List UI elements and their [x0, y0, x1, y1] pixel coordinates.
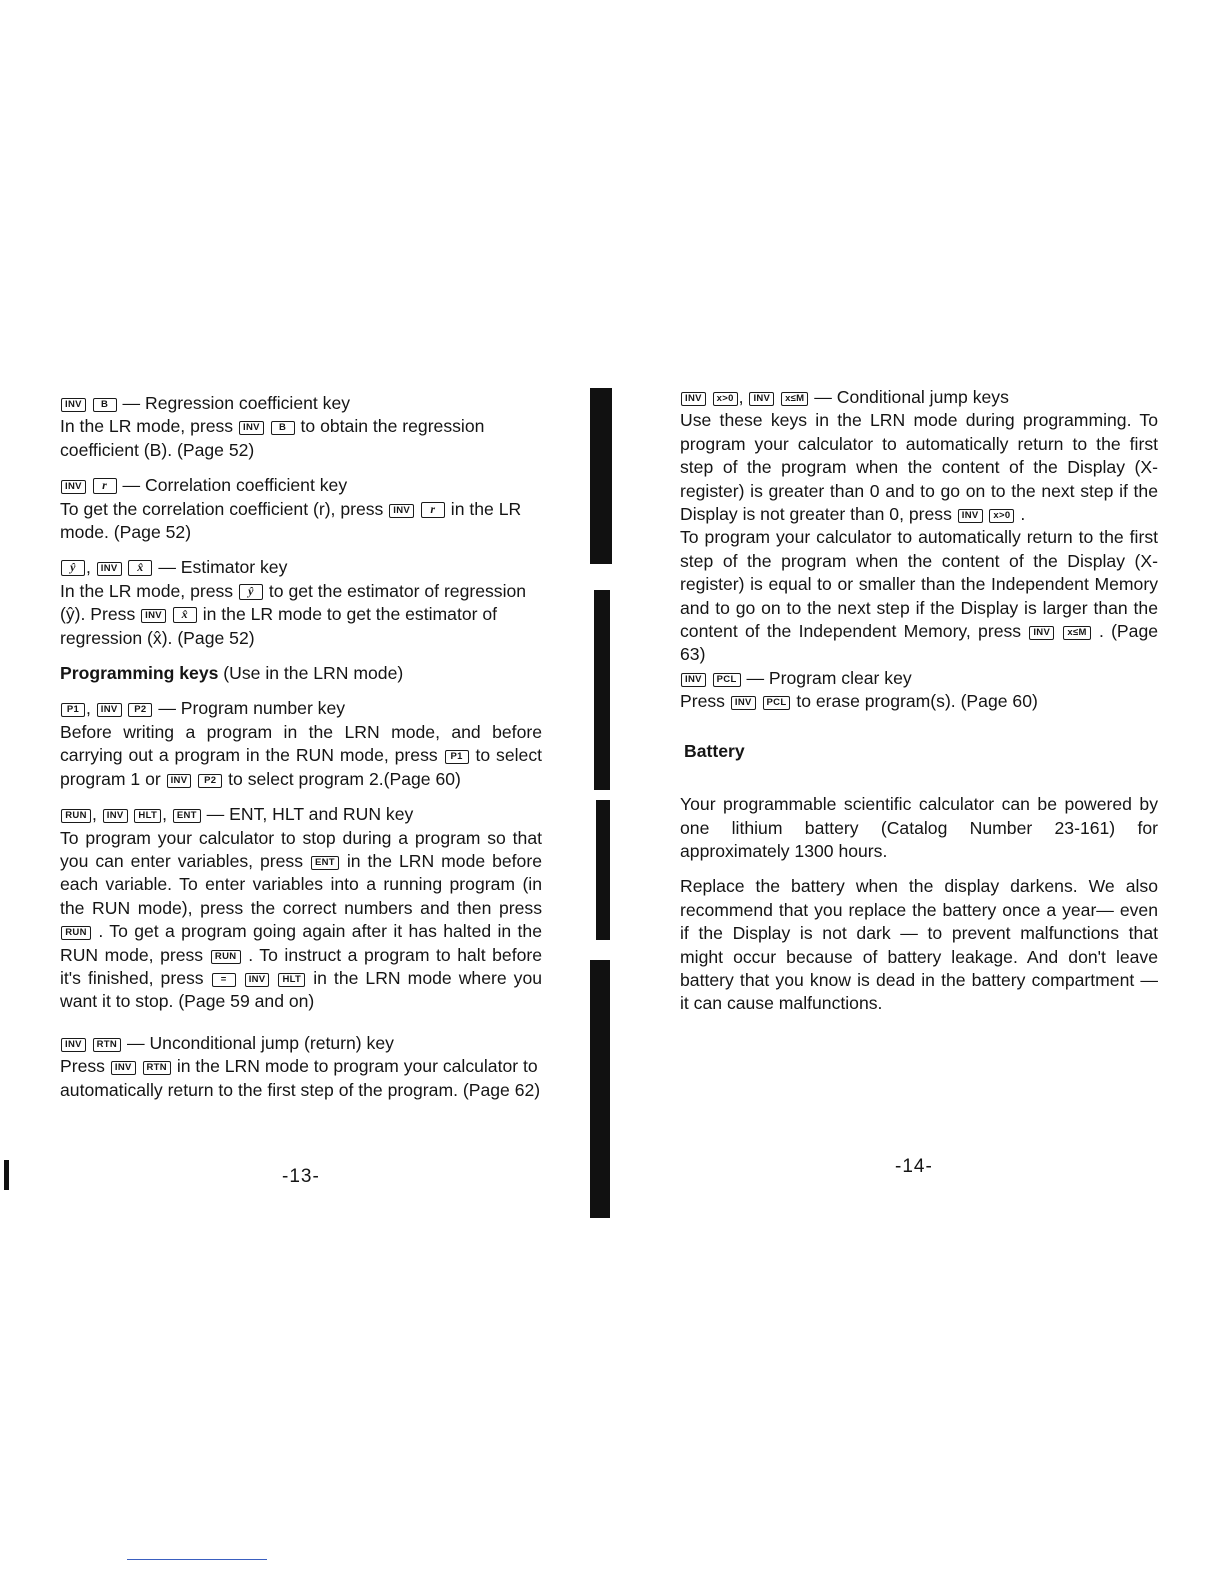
ent-hlt-run-title: — ENT, HLT and RUN key	[206, 804, 414, 825]
estimator-body-3: in the LR mode to get the estimator of regression (x̂). (Page 52)	[60, 604, 498, 648]
x-hat-key-icon: x̂	[173, 607, 197, 623]
inv-key-icon: INV	[103, 809, 128, 823]
correlation-body-2: in the LR mode. (Page 52)	[60, 498, 522, 543]
p2-key-icon: P2	[198, 774, 222, 788]
x-le-m-key-icon: x≤M	[1063, 626, 1090, 640]
unconditional-title: — Unconditional jump (return) key	[126, 1032, 394, 1053]
inv-key-icon: INV	[61, 398, 86, 412]
program-number-entry: P1 , INV P2 — Program number key Before writing a program in the LRN mode, and before carrying out a program in the RUN mode, press P1 to select program 1 or INV P2 to select program 2.(Page 60)	[60, 698, 543, 789]
programming-heading-rest: (Use in the LRN mode)	[223, 663, 404, 684]
pcl-key-icon: PCL	[713, 673, 741, 687]
p1-key-icon: P1	[61, 703, 85, 717]
right-page-column	[680, 386, 1158, 1028]
binding-shadow-top	[590, 388, 612, 564]
x-greater-zero-key-icon: x>0	[713, 392, 738, 406]
unconditional-jump-entry	[60, 1032, 542, 1102]
p2-key-icon: P2	[128, 703, 152, 717]
ent-hlt-run-body-4: . To instruct a program to halt before it's finished, press	[60, 944, 543, 988]
r-key-icon: r	[93, 478, 117, 494]
estimator-body-1: In the LR mode, press	[60, 580, 234, 601]
ent-hlt-run-body-5: in the LRN mode where you want it to stop. (Page 59 and on)	[60, 967, 543, 1012]
battery-paragraph-1: Your programmable scientific calculator can be powered by one lithium battery (Catalog Number 23-161) for approximately 1300 hours.	[680, 794, 1158, 861]
inv-key-icon: INV	[749, 392, 774, 406]
conditional-title: — Conditional jump keys	[814, 387, 1009, 407]
conditional-body-1: Use these keys in the LRN mode during programming. To program your calculator to automatically return to the first step of the program when the content of the Display (X-register) is greater than 0 and to go on to the next step if the Display is not greater than 0, press	[680, 410, 1158, 525]
equals-key-icon: =	[212, 973, 236, 987]
inv-key-icon: INV	[61, 1038, 86, 1052]
regression-coefficient-entry	[60, 392, 542, 462]
page-number-14: -14-	[895, 1156, 933, 1177]
b-key-icon: B	[271, 421, 295, 435]
unconditional-body-1: Press	[60, 1056, 105, 1077]
programming-heading-bold: Programming keys	[60, 663, 219, 684]
inv-key-icon: INV	[167, 774, 192, 788]
y-hat-key-icon: ŷ	[239, 584, 263, 600]
x-le-m-key-icon: x≤M	[781, 392, 808, 406]
estimator-title: — Estimator key	[158, 557, 288, 578]
program-number-body-2: to select program 1 or	[60, 745, 543, 789]
ent-hlt-run-entry: RUN , INV HLT , ENT — ENT, HLT and RUN key To program your calculator to stop during a program so that you can enter variables, press ENT in the LRN mode before each variable. To enter variables into a running program (in the RUN mode), press the correct numbers and then press RUN . To get a program going again after it has halted in the RUN mode, press RUN . To instruct a program to halt before it's finished, press = INV HLT in the LRN mode where you want it to stop. (Page 59 and on)	[60, 804, 543, 1012]
scan-underline-mark	[127, 1559, 267, 1560]
estimator-entry: ŷ , INV x̂ — Estimator key In the LR mode, press ŷ to get the estimator of regression (ŷ). Press INV x̂ in the LR mode to get the estimator of regression (x̂). (Page 52)	[60, 557, 527, 648]
run-key-icon: RUN	[211, 950, 241, 964]
correlation-body-1: To get the correlation coefficient (r), press	[60, 498, 384, 519]
ent-hlt-run-body-1: To program your calculator to stop during a program so that you can enter variables, press	[60, 827, 542, 871]
inv-key-icon: INV	[239, 421, 264, 435]
b-key-icon: B	[93, 398, 117, 412]
inv-key-icon: INV	[1029, 626, 1054, 640]
regression-title: — Regression coefficient key	[122, 393, 351, 413]
inv-key-icon: INV	[245, 973, 270, 987]
p1-key-icon: P1	[445, 750, 469, 764]
run-key-icon: RUN	[61, 926, 91, 940]
ent-key-icon: ENT	[173, 809, 201, 823]
inv-key-icon: INV	[681, 673, 706, 687]
inv-key-icon: INV	[97, 703, 122, 717]
program-clear-body-2: to erase program(s). (Page 60)	[796, 691, 1038, 712]
program-clear-title: — Program clear key	[746, 667, 912, 688]
inv-key-icon: INV	[958, 509, 983, 523]
run-key-icon: RUN	[61, 809, 91, 823]
program-number-title: — Program number key	[158, 698, 346, 719]
correlation-title: — Correlation coefficient key	[122, 475, 348, 496]
left-margin-mark	[4, 1160, 9, 1190]
inv-key-icon: INV	[111, 1061, 136, 1075]
binding-shadow-mid	[594, 590, 610, 790]
rtn-key-icon: RTN	[143, 1061, 171, 1075]
r-key-icon: r	[421, 502, 445, 518]
program-clear-body-1: Press	[680, 691, 725, 712]
conditional-body-3: To program your calculator to automatically return to the first step of the program when the content of the Display (X-register) is equal to or smaller than the Independent Memory and to go on to the next step if the Display is larger than the content of the Independent Memory, press	[680, 527, 1158, 642]
estimator-body-2: to get the estimator of regression (ŷ). Press	[60, 580, 527, 625]
binding-shadow-low	[596, 800, 610, 940]
battery-paragraph-2: Replace the battery when the display darkens. We also recommend that you replace the battery once a year— even if the Display is not dark — to prevent malfunctions that might occur because of battery leakage. And don't leave battery that you know is dead in the battery compartment — it can cause malfunctions.	[680, 876, 1158, 1014]
conditional-body-4: . (Page 63)	[680, 621, 1159, 665]
conditional-body-2: .	[1020, 504, 1026, 525]
ent-hlt-run-body-2: in the LRN mode before each variable. To enter variables into a running program (in the RUN mode), press the correct numbers and then press	[60, 850, 542, 918]
binding-shadow-bottom	[590, 960, 610, 1218]
battery-heading: Battery	[684, 740, 745, 761]
inv-key-icon: INV	[731, 696, 756, 710]
program-clear-entry	[680, 667, 1158, 714]
regression-body-1: In the LR mode, press	[60, 416, 234, 437]
programming-keys-heading	[60, 662, 542, 685]
x-hat-key-icon: x̂	[128, 560, 152, 576]
inv-key-icon: INV	[61, 480, 86, 494]
page-number-13: -13-	[282, 1166, 320, 1187]
unconditional-body-2: in the LRN mode to program your calculator to automatically return to the first step of the program. (Page 62)	[60, 1056, 541, 1100]
inv-key-icon: INV	[681, 392, 706, 406]
program-number-body-3: to select program 2.(Page 60)	[228, 768, 461, 789]
inv-key-icon: INV	[389, 504, 414, 518]
correlation-coefficient-entry	[60, 474, 542, 544]
inv-key-icon: INV	[141, 609, 166, 623]
ent-key-icon: ENT	[311, 856, 339, 870]
hlt-key-icon: HLT	[278, 973, 305, 987]
rtn-key-icon: RTN	[93, 1038, 121, 1052]
x-greater-zero-key-icon: x>0	[989, 509, 1014, 523]
pcl-key-icon: PCL	[763, 696, 791, 710]
left-page-column	[60, 392, 542, 1114]
regression-body-2: to obtain the regression coefficient (B). (Page 52)	[60, 416, 485, 460]
hlt-key-icon: HLT	[134, 809, 161, 823]
y-hat-key-icon: ŷ	[61, 560, 85, 576]
inv-key-icon: INV	[97, 562, 122, 576]
ent-hlt-run-body-3: . To get a program going again after it has halted in the RUN mode, press	[60, 921, 542, 965]
conditional-jump-entry: INV x>0 , INV x≤M — Conditional jump keys Use these keys in the LRN mode during programming. To program your calculator to automatically return to the first step of the program when the content of the Display (X-register) is greater than 0 and to go on to the next step if the Display is not greater than 0, press INV x>0 . To program your calculator to automatically return to the first step of the program when the content of the Display (X-register) is equal to or smaller than the Independent Memory and to go on to the next step if the Display is larger than the content of the Independent Memory, press INV x≤M . (Page 63)	[680, 387, 1159, 665]
program-number-body-1: Before writing a program in the LRN mode, and before carrying out a program in the RUN mode, press	[60, 721, 542, 766]
